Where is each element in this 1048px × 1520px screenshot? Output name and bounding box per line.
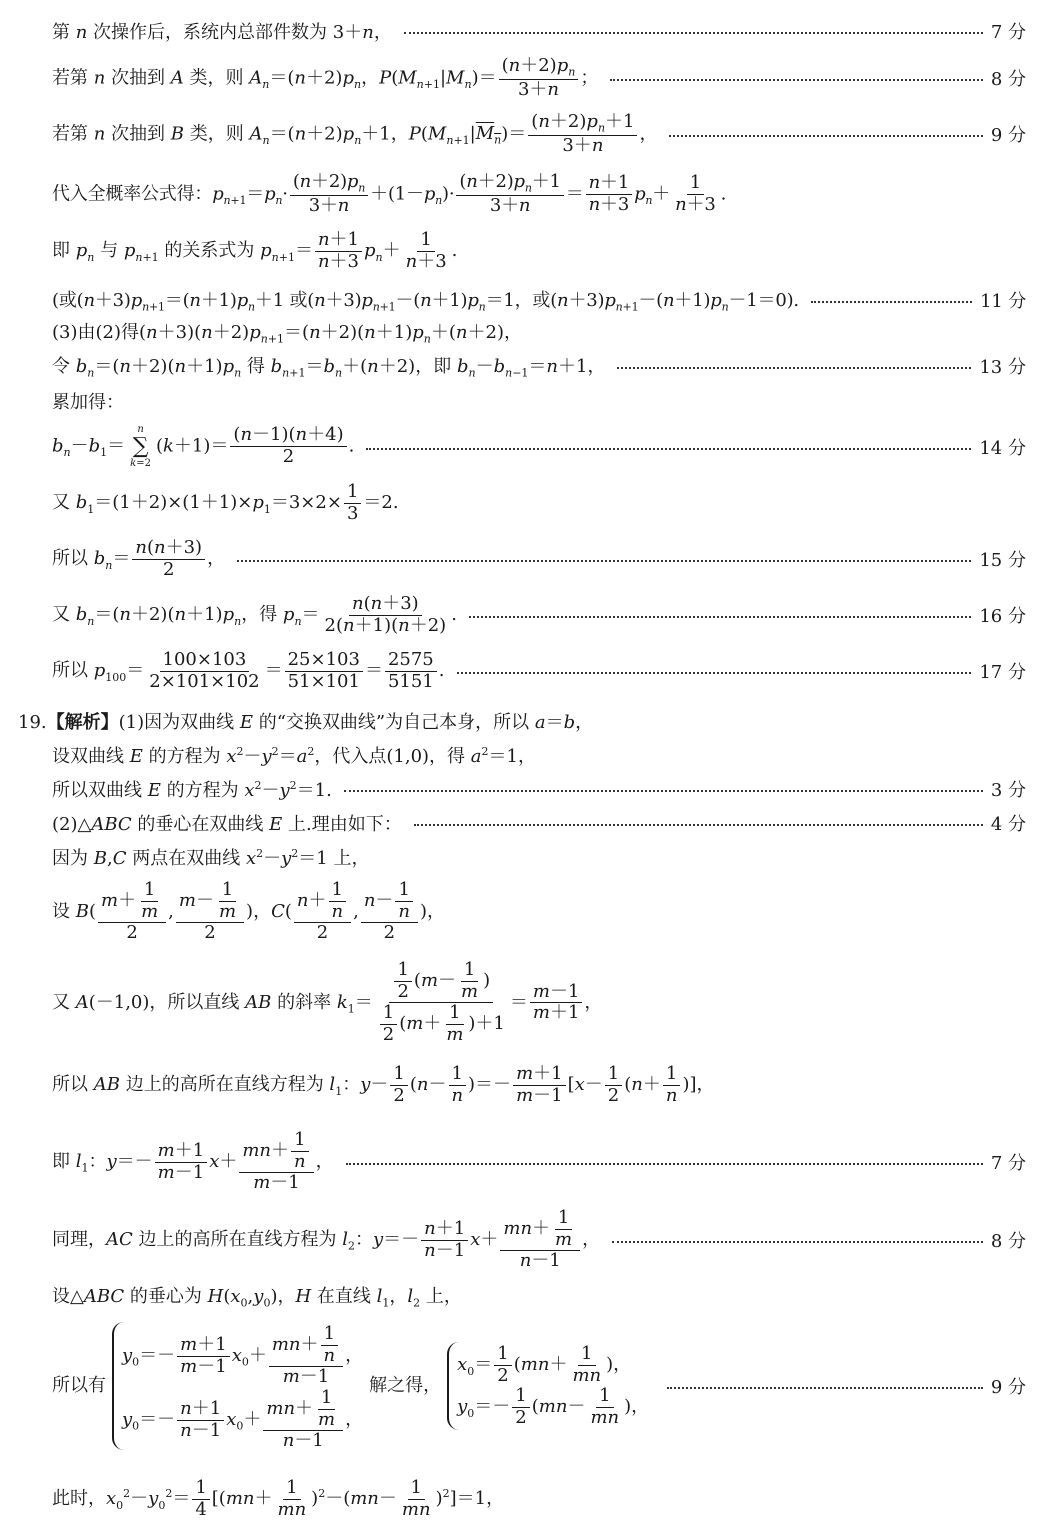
leader-dots <box>366 448 971 450</box>
leader-dots <box>610 79 982 81</box>
leader-dots <box>667 1387 983 1389</box>
solution-line: 所以有 $y_0=-$ $\frac{m+1}{m-1}$ $x_0+$ mn＋ $\frac{1}{n}$ m－1 ， $y_0=-$ $\frac{n+1}{n-1}$ $x_0+$ mn＋ $\frac{1}{m}$ n－1 ， 解之得， $x_0=$ $\frac{1}{2}$ (mn＋ $\frac{1}{mn}$ )， $y_0=-$ $\frac{1}{2}$ (mn－ $\frac{1}{mn}$ )， 9 分 <box>52 1323 1026 1452</box>
score-label: 16 分 <box>979 606 1026 628</box>
solution-line: 设△ABC 的垂心为 $H(x_0,y_0)$，H 在直线 $l_1$，$l_2$ 上， <box>52 1286 462 1310</box>
score-label: 17 分 <box>979 662 1026 684</box>
solution-line: 即 $p_n$ 与 $p_{n+1}$ 的关系式为 $p_{n+1}=$ $\frac{n+1}{n+3}$ $p_n+$ $\frac{1}{n+3}$ . <box>52 229 458 272</box>
solution-line: 设双曲线 E 的方程为 $x^2-y^2=a^2$，代入点(1,0)，得 $a^2=1$， <box>52 745 536 767</box>
score-label: 9 分 <box>990 1377 1026 1398</box>
solution-line: (3)由(2)得$(n+3)(n+2)p_{n+1}=(n+2)(n+1)p_n+(n+2)$， <box>52 322 522 346</box>
score-label: 13 分 <box>979 356 1026 378</box>
leader-dots <box>346 1163 983 1165</box>
solution-line: 又 $b_n=(n+2)(n+1)p_n$，得 $p_n=$ $\frac{n(n+3)}{2(n+1)(n+2)}$ . 16 分 <box>52 593 1026 636</box>
leader-dots <box>404 32 983 34</box>
leader-dots <box>414 824 983 826</box>
solution-line: 又 A(－1,0)，所以直线 AB 的斜率 $k_1=$ $\frac{1}{2}$ (m－ $\frac{1}{m}$ ) $\frac{1}{2}$ (m＋ $\frac{1}{m}$ )＋1 ＝ $\frac{m-1}{m+1}$ ， <box>52 959 603 1046</box>
leader-dots <box>469 616 971 618</box>
score-label: 7 分 <box>990 22 1026 43</box>
solution-line: 设 B( m＋ $\frac{1}{m}$ 2 , m－ $\frac{1}{m}$ 2 )，C( n＋ $\frac{1}{n}$ 2 , n－ $\frac{1}{n}$ 2 )， <box>52 879 446 944</box>
score-label: 14 分 <box>979 437 1026 459</box>
solution-line: 此时，$x_0^2-y_0^2=$ $\frac{1}{4}$ [(mn＋ $\frac{1}{mn}$ )$^2$－(mn－ $\frac{1}{mn}$ )$^2$]＝1， <box>52 1477 505 1520</box>
leader-dots <box>617 367 971 369</box>
solution-line: 令 $b_n=(n+2)(n+1)p_n$ 得 $b_{n+1}=b_n+(n+2)$，即 $b_n-b_{n-1}=n+1$， 13 分 <box>52 352 1026 380</box>
solution-line: 19.【解析】(1)因为双曲线 E 的“交换双曲线”为自己本身，所以 a＝b， <box>18 712 594 733</box>
score-label: 8 分 <box>990 69 1026 91</box>
solution-line: $b_n-b_1=$ n ∑ k=2 (k＋1)＝ $\frac{(n-1)(n+4)}{2}$ . 14 分 <box>52 424 1026 469</box>
score-label: 3 分 <box>990 780 1026 801</box>
solution-line: 若第 n 次抽到 B 类，则 $A_n=(n+2)p_n+1$，$P(M_{n+1}|M_n)=$ $\frac{(n+2)p_n+1}{3+n}$ ， 9 分 <box>52 111 1026 157</box>
solution-line: 第 n 次操作后，系统内总部件数为 3＋n， 7 分 <box>52 18 1026 44</box>
leader-dots <box>612 1241 983 1243</box>
solution-line: 同理，AC 边上的高所在直线方程为 $l_2$：y＝－ $\frac{n+1}{n-1}$ x＋ mn＋ $\frac{1}{m}$ n－1 ， 8 分 <box>52 1207 1026 1272</box>
solution-line: 又 $b_1=(1+2)\times(1+1)\times p_1=3\times 2\times$ $\frac{1}{3}$ ＝2. <box>52 481 399 524</box>
score-label: 7 分 <box>990 1153 1026 1175</box>
solution-line: 若第 n 次抽到 A 类，则 $A_n=(n+2)p_n$，$P(M_{n+1}|M_n)=$ $\frac{(n+2)p_n}{3+n}$ ； 8 分 <box>52 55 1026 101</box>
score-label: 4 分 <box>990 814 1026 835</box>
score-label: 8 分 <box>990 1231 1026 1253</box>
solution-line: (2)△ABC 的垂心在双曲线 E 上.理由如下： 4 分 <box>52 810 1026 836</box>
leader-dots <box>237 560 971 562</box>
solution-line: (或$(n+3)p_{n+1}=(n+1)p_n+1$ 或$(n+3)p_{n+1}-(n+1)p_n=1$，或$(n+3)p_{n+1}-(n+1)p_n-1=0$). 11 分 <box>52 286 1026 314</box>
leader-dots <box>344 790 983 792</box>
solution-line: 所以双曲线 E 的方程为 $x^2-y^2=1$. 3 分 <box>52 776 1026 802</box>
leader-dots <box>457 672 972 674</box>
solution-line: 累加得： <box>52 392 124 413</box>
leader-dots <box>669 135 982 137</box>
solution-line: 所以 $p_{100}=$ $\frac{100\times 103}{2\times 101\times 102}$ ＝ $\frac{25\times 103}{51\times 101}$ ＝ $\frac{2575}{5151}$ . 17 分 <box>52 649 1026 692</box>
solution-line: 所以 $b_n=$ $\frac{n(n+3)}{2}$ ， 15 分 <box>52 537 1026 580</box>
score-label: 9 分 <box>990 125 1026 147</box>
solution-line: 即 $l_1$：y＝－ $\frac{m+1}{m-1}$ x＋ mn＋ $\frac{1}{n}$ m－1 ， 7 分 <box>52 1129 1026 1194</box>
score-label: 15 分 <box>979 550 1026 572</box>
solution-line: 代入全概率公式得：$p_{n+1}=p_n\cdot$ $\frac{(n+2)p_n}{3+n}$ $+(1-p_n)\cdot$ $\frac{(n+2)p_n+1}{3+n}$ ＝ $\frac{n+1}{n+3}$ $p_n+$ $\frac{1}{n+3}$ . <box>52 171 727 217</box>
leader-dots <box>811 301 972 303</box>
solution-line: 所以 AB 边上的高所在直线方程为 $l_1$：y－ $\frac{1}{2}$ (n－ $\frac{1}{n}$ )＝－ $\frac{m+1}{m-1}$ [x－ $\frac{1}{2}$ (n＋ $\frac{1}{n}$ )]， <box>52 1063 715 1106</box>
score-label: 11 分 <box>980 290 1026 312</box>
solution-line: 因为 B,C 两点在双曲线 $x^2-y^2=1$ 上， <box>52 847 370 869</box>
